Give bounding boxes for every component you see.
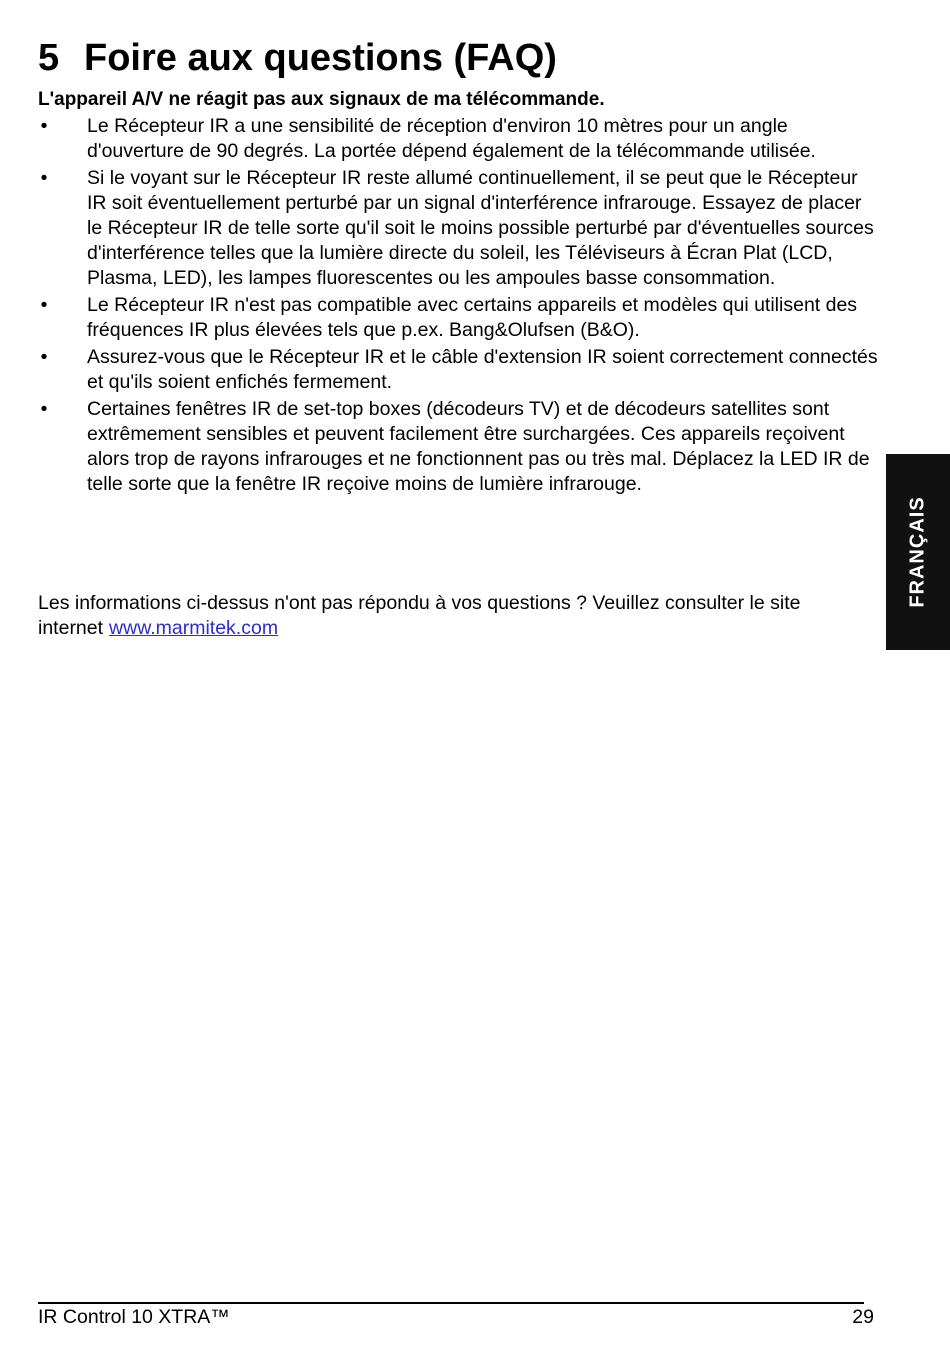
- answer-text: Le Récepteur IR a une sensibilité de réception d'environ 10 mètres pour un angle d'ouverture de 90 degrés. La portée dépend également de la télécommande utilisée.: [87, 115, 816, 162]
- section-title: Foire aux questions (FAQ): [84, 37, 557, 79]
- answer-text: Certaines fenêtres IR de set-top boxes (décodeurs TV) et de décodeurs satellites sont extrêmement sensibles et peuvent facilement être surchargées. Ces appareils reçoivent alors trop de rayons infrarouges et ne fonctionnent pas ou très mal. Déplacez la LED IR de telle sorte que la fenêtre IR reçoive moins de lumière infrarouge.: [87, 398, 870, 495]
- closing-text: Les informations ci-dessus n'ont pas répondu à vos questions ? Veuillez consulter le site internet: [38, 592, 801, 639]
- footer-divider: [38, 1302, 864, 1304]
- answer-text: Si le voyant sur le Récepteur IR reste allumé continuellement, il se peut que le Récepteur IR soit éventuellement perturbé par un signal d'interférence infrarouge. Essayez de placer le Récepteur IR de telle sorte qu'il soit le moins possible perturbé par d'éventuelles sources d'interférence telles que la lumière directe du soleil, les Téléviseurs à Écran Plat (LCD, Plasma, LED), les lampes fluorescentes ou les ampoules basse consommation.: [87, 167, 874, 289]
- language-tab-label: FRANÇAIS: [906, 496, 929, 608]
- bullet-icon: •: [40, 346, 48, 368]
- bullet-icon: •: [40, 167, 48, 189]
- list-item: [38, 345, 878, 395]
- faq-question: L'appareil A/V ne réagit pas aux signaux de ma télécommande.: [38, 89, 605, 110]
- list-item: [38, 166, 878, 291]
- page-number: 29: [852, 1306, 874, 1328]
- answer-text: Assurez-vous que le Récepteur IR et le câble d'extension IR soient correctement connectés et qu'ils soient enfichés fermement.: [87, 346, 878, 393]
- answer-text: Le Récepteur IR n'est pas compatible avec certains appareils et modèles qui utilisent des fréquences IR plus élevées tels que p.ex. Bang&Olufsen (B&O).: [87, 294, 858, 341]
- page-title: [38, 34, 557, 82]
- language-tab: [886, 454, 950, 650]
- bullet-icon: •: [40, 294, 48, 316]
- faq-answer-list: [38, 114, 878, 499]
- footer-product-name: IR Control 10 XTRA™: [38, 1306, 230, 1328]
- list-item: [38, 293, 878, 343]
- website-link[interactable]: www.marmitek.com: [109, 617, 279, 639]
- bullet-icon: •: [40, 398, 48, 420]
- bullet-icon: •: [40, 115, 48, 137]
- section-number: 5: [38, 37, 60, 79]
- list-item: [38, 114, 878, 164]
- list-item: [38, 397, 878, 497]
- closing-paragraph: [38, 591, 878, 641]
